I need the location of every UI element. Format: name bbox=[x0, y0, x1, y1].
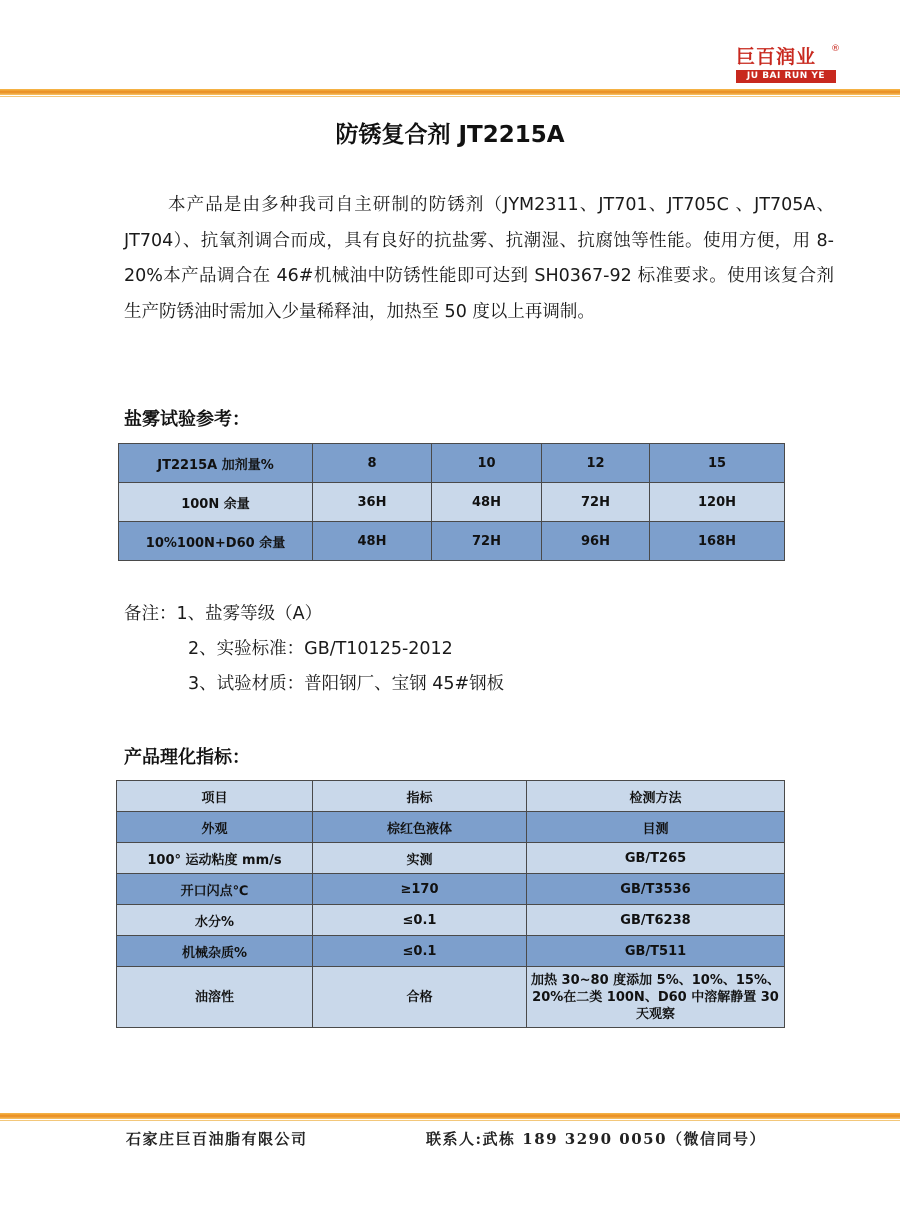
table-cell: 油溶性 bbox=[117, 967, 313, 1028]
table-cell: ≥170 bbox=[313, 874, 527, 905]
footer-contact: 联系人:武栋 189 3290 0050（微信同号） bbox=[426, 1130, 767, 1148]
table-cell: 开口闪点℃ bbox=[117, 874, 313, 905]
table-row bbox=[119, 483, 785, 522]
table-cell: 72H bbox=[432, 522, 542, 561]
table-cell: 36H bbox=[313, 483, 432, 522]
table-cell: 120H bbox=[650, 483, 785, 522]
table-cell: GB/T265 bbox=[527, 843, 785, 874]
registered-mark: ® bbox=[831, 44, 840, 54]
note-item: 2、实验标准：GB/T10125-2012 bbox=[188, 639, 453, 659]
table-cell: 100° 运动粘度 mm/s bbox=[117, 843, 313, 874]
footer-divider bbox=[0, 1113, 900, 1119]
table-cell: JT2215A 加剂量% bbox=[119, 444, 313, 483]
table-cell: 168H bbox=[650, 522, 785, 561]
table-cell: 棕红色液体 bbox=[313, 812, 527, 843]
specs-heading: 产品理化指标： bbox=[124, 747, 250, 768]
table-cell: 10 bbox=[432, 444, 542, 483]
table-cell: GB/T6238 bbox=[527, 905, 785, 936]
table-cell: 合格 bbox=[313, 967, 527, 1028]
table-row bbox=[117, 874, 785, 905]
table-cell: 12 bbox=[542, 444, 650, 483]
table-cell: 10%100N+D60 余量 bbox=[119, 522, 313, 561]
table-cell: 15 bbox=[650, 444, 785, 483]
table-row bbox=[117, 812, 785, 843]
logo-chinese-name: 巨百润业 bbox=[736, 46, 817, 68]
table-cell: 48H bbox=[313, 522, 432, 561]
table-cell: 目测 bbox=[527, 812, 785, 843]
note-item: 3、试验材质：普阳钢厂、宝钢 45#钢板 bbox=[188, 674, 505, 694]
table-row bbox=[117, 905, 785, 936]
logo-english-name: JU BAI RUN YE bbox=[736, 70, 836, 83]
header-divider bbox=[0, 89, 900, 95]
table-cell: GB/T3536 bbox=[527, 874, 785, 905]
table-cell: 加热 30~80 度添加 5%、10%、15%、20%在二类 100N、D60 中溶解静置 30 天观察 bbox=[527, 967, 785, 1028]
column-header: 检测方法 bbox=[527, 781, 785, 812]
table-cell: 96H bbox=[542, 522, 650, 561]
table-cell: ≤0.1 bbox=[313, 905, 527, 936]
footer-company: 石家庄巨百油脂有限公司 bbox=[126, 1130, 308, 1148]
table-cell: GB/T511 bbox=[527, 936, 785, 967]
table-cell: ≤0.1 bbox=[313, 936, 527, 967]
notes-label: 备注： bbox=[124, 604, 177, 624]
table-cell: 实测 bbox=[313, 843, 527, 874]
table-row bbox=[119, 444, 785, 483]
column-header: 指标 bbox=[313, 781, 527, 812]
salt-spray-heading: 盐雾试验参考： bbox=[124, 409, 250, 430]
page-title: 防锈复合剂 JT2215A bbox=[335, 122, 565, 148]
table-header-row bbox=[117, 781, 785, 812]
notes-block bbox=[124, 597, 724, 702]
note-item: 备注：1、盐雾等级（A） bbox=[124, 604, 323, 624]
specs-table bbox=[116, 780, 785, 1028]
table-cell: 72H bbox=[542, 483, 650, 522]
column-header: 项目 bbox=[117, 781, 313, 812]
table-cell: 8 bbox=[313, 444, 432, 483]
table-cell: 48H bbox=[432, 483, 542, 522]
table-row bbox=[117, 967, 785, 1028]
table-row bbox=[117, 843, 785, 874]
table-cell: 100N 余量 bbox=[119, 483, 313, 522]
brand-logo bbox=[736, 44, 840, 86]
table-cell: 水分% bbox=[117, 905, 313, 936]
intro-paragraph: 本产品是由多种我司自主研制的防锈剂（JYM2311、JT701、JT705C 、JT705A、JT704）、抗氧剂调合而成，具有良好的抗盐雾、抗潮湿、抗腐蚀等性能。使用方便，用 8-20%本产品调合在 46#机械油中防锈性能即可达到 SH0367-92 标准要求。使用该复合剂生产防锈油时需加入少量稀释油，加热至 50 度以上再调制。 bbox=[124, 195, 834, 322]
table-cell: 机械杂质% bbox=[117, 936, 313, 967]
table-cell: 外观 bbox=[117, 812, 313, 843]
salt-spray-table bbox=[118, 443, 785, 561]
table-row bbox=[119, 522, 785, 561]
table-row bbox=[117, 936, 785, 967]
